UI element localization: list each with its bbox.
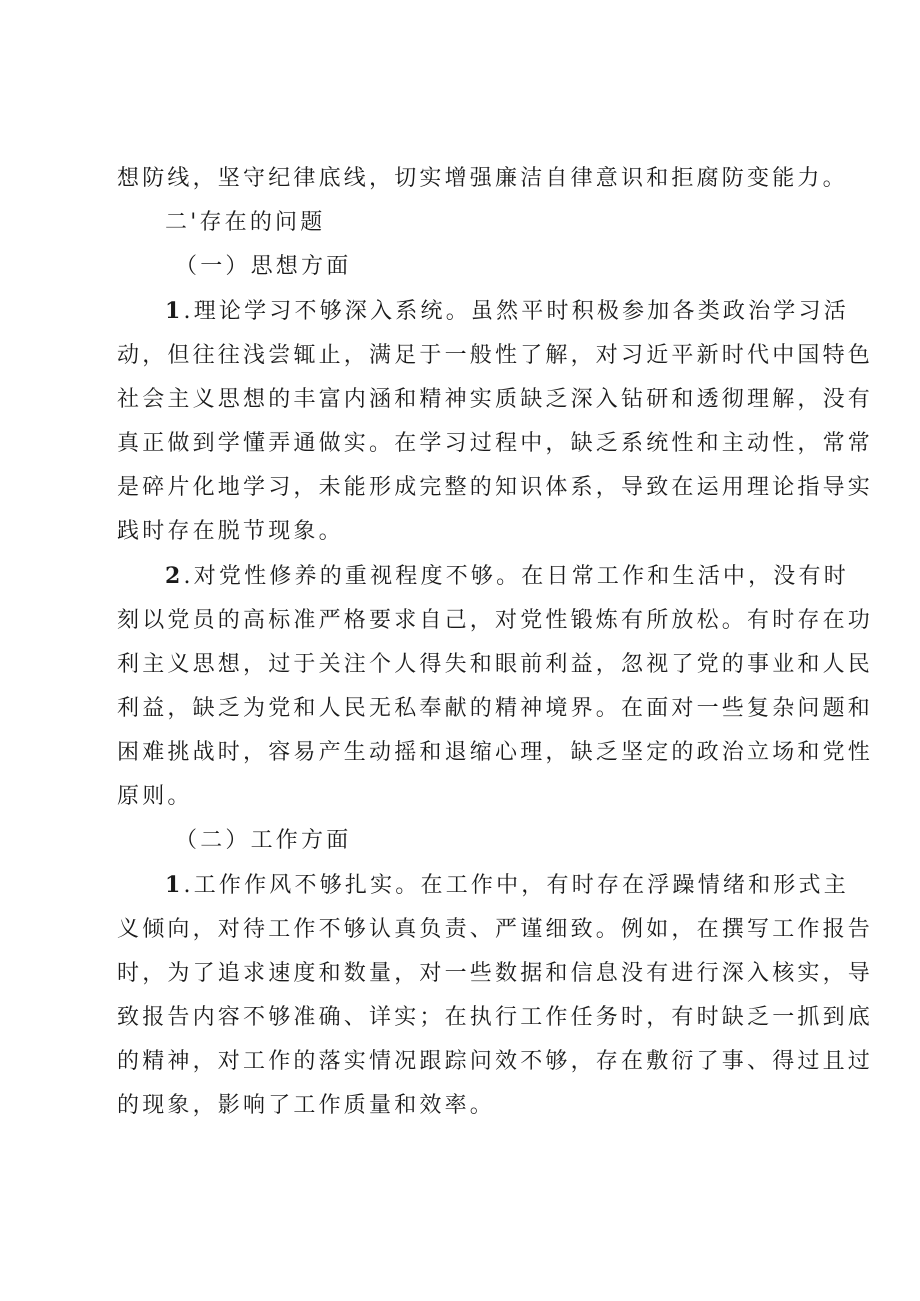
paragraph-first-row <box>117 557 849 596</box>
paragraph-first-row <box>117 292 849 331</box>
section-heading-problems: 二'存在的问题 <box>165 210 326 235</box>
paragraph-row: 刻以党员的高标准严格要求自己，对党性锻炼有所放松。有时存在功 <box>117 608 874 633</box>
paragraph-row: 的现象，影响了工作质量和效率。 <box>117 1093 496 1118</box>
paragraph-row-text: .理论学习不够深入系统。虽然平时积极参加各类政治学习活 <box>183 299 849 324</box>
subsection-heading-work: （二）工作方面 <box>175 828 352 853</box>
paragraph-row: 社会主义思想的丰富内涵和精神实质缺乏深入钻研和透彻理解，没有 <box>117 387 874 412</box>
paragraph-row: 动，但往往浅尝辄止，满足于一般性了解，对习近平新时代中国特色 <box>117 343 874 368</box>
paragraph-row: 践时存在脱节现象。 <box>117 519 344 544</box>
paragraph-row: 原则。 <box>117 784 193 809</box>
paragraph-row: 是碎片化地学习，未能形成完整的知识体系，导致在运用理论指导实 <box>117 475 874 500</box>
item-number: 1 <box>165 298 184 324</box>
paragraph-row: 利益，缺乏为党和人民无私奉献的精神境界。在面对一些复杂问题和 <box>117 696 874 721</box>
paragraph-first-row <box>117 866 849 905</box>
paragraph-row: 义倾向，对待工作不够认真负责、严谨细致。例如，在撰写工作报告 <box>117 917 874 942</box>
paragraph-row: 的精神，对工作的落实情况跟踪问效不够，存在敷衍了事、得过且过 <box>117 1049 874 1074</box>
paragraph-continuation: 想防线，坚守纪律底线，切实增强廉洁自律意识和拒腐防变能力。 <box>117 166 848 191</box>
item-number: 2 <box>165 563 184 589</box>
paragraph-party-spirit <box>117 557 874 816</box>
paragraph-row: 致报告内容不够准确、详实；在执行工作任务时，有时缺乏一抓到底 <box>117 1005 874 1030</box>
paragraph-row: 真正做到学懂弄通做实。在学习过程中，缺乏系统性和主动性，常常 <box>117 431 874 456</box>
paragraph-row-text: .工作作风不够扎实。在工作中，有时存在浮躁情绪和形式主 <box>183 873 849 898</box>
paragraph-row: 时，为了追求速度和数量，对一些数据和信息没有进行深入核实，导 <box>117 961 874 986</box>
paragraph-row-text: .对党性修养的重视程度不够。在日常工作和生活中，没有时 <box>183 564 849 589</box>
paragraph-theory-study <box>117 292 874 551</box>
paragraph-row: 困难挑战时，容易产生动摇和退缩心理，缺乏坚定的政治立场和党性 <box>117 740 874 765</box>
subsection-heading-thought: （一）思想方面 <box>175 254 352 279</box>
paragraph-row: 利主义思想，过于关注个人得失和眼前利益，忽视了党的事业和人民 <box>117 652 874 677</box>
item-number: 1 <box>165 872 184 898</box>
paragraph-work-style <box>117 866 874 1125</box>
